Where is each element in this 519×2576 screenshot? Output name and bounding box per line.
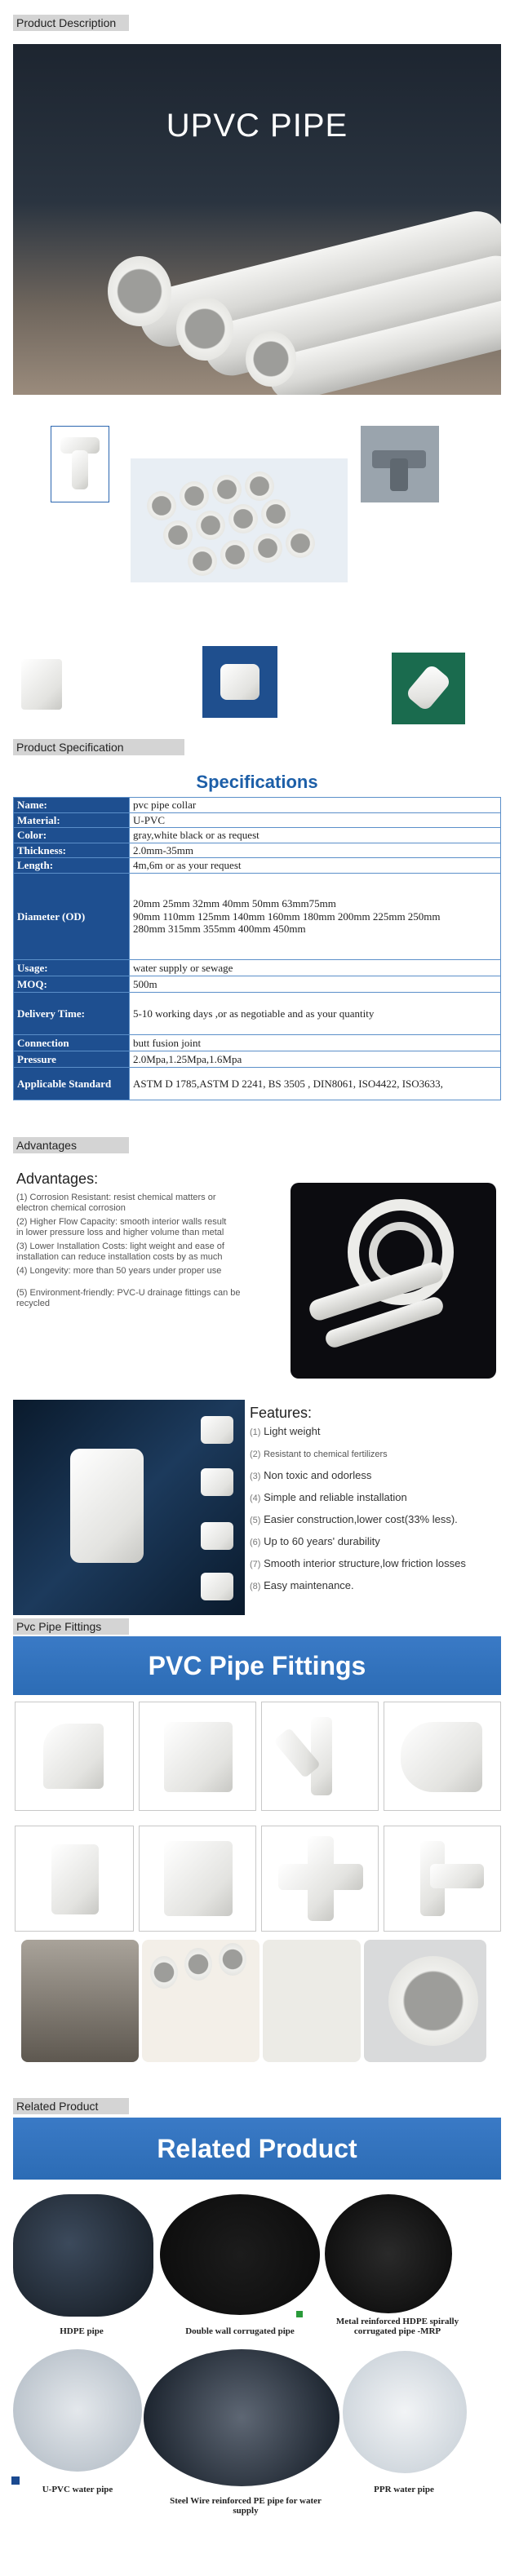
- spec-table: [13, 797, 501, 1100]
- white-pipe-ends-image: [142, 1940, 260, 2062]
- spec-key: Delivery Time:: [14, 992, 130, 1034]
- spec-row: [14, 798, 501, 813]
- feature-item: (1) Light weight: [250, 1425, 321, 1437]
- advantage-item: (4) Longevity: more than 50 years under proper use: [16, 1266, 222, 1276]
- feature-item: (6) Up to 60 years' durability: [250, 1535, 380, 1547]
- fitting-male-adapter-image: [139, 1702, 256, 1811]
- pipe-end: [176, 297, 233, 361]
- section-tab-advantages: Advantages: [13, 1137, 129, 1153]
- spec-key: Usage:: [14, 959, 130, 976]
- feature-item: (2) Resistant to chemical fertilizers: [250, 1450, 388, 1459]
- double-wall-pipe-image: [160, 2194, 320, 2315]
- spec-row: [14, 1051, 501, 1067]
- spec-value: gray,white black or as request: [130, 828, 501, 843]
- spec-key: Name:: [14, 798, 130, 813]
- features-title: Features:: [250, 1405, 313, 1421]
- decor-square: [11, 2476, 20, 2485]
- spec-value: 500m: [130, 976, 501, 992]
- spec-key: Color:: [14, 828, 130, 843]
- spec-value: 5-10 working days ,or as negotiable and as your quantity: [130, 992, 501, 1034]
- spec-key: Material:: [14, 812, 130, 828]
- spec-row: [14, 992, 501, 1034]
- spec-row: [14, 873, 501, 959]
- decor-square: [296, 2311, 303, 2317]
- spec-value: ASTM D 1785,ASTM D 2241, BS 3505 , DIN8061, ISO4422, ISO3633,: [130, 1067, 501, 1100]
- spec-value: 20mm 25mm 32mm 40mm 50mm 63mm75mm 90mm 110mm 125mm 140mm 160mm 180mm 200mm 225mm 250mm 280mm 315mm 355mm 400mm 450mm: [130, 873, 501, 959]
- fittings-splash-image: [13, 1400, 245, 1615]
- spec-key: Length:: [14, 858, 130, 874]
- spec-value: 2.0mm-35mm: [130, 843, 501, 858]
- feature-item: (8) Easy maintenance.: [250, 1579, 354, 1591]
- advantage-item: (2) Higher Flow Capacity: smooth interior walls result in lower pressure loss and higher volume than metal: [16, 1217, 227, 1237]
- advantages-title: Advantages:: [16, 1171, 99, 1187]
- feature-item: (7) Smooth interior structure,low friction losses: [250, 1557, 466, 1569]
- spec-row: [14, 959, 501, 976]
- spec-row: [14, 828, 501, 843]
- fitting-end-cap-image: [384, 1702, 501, 1811]
- fitting-reducer-image: [15, 1826, 134, 1932]
- adapter-image: [202, 646, 277, 718]
- spec-key: Connection: [14, 1034, 130, 1051]
- related-banner: Related Product: [13, 2118, 501, 2180]
- tee-fitting-image: [51, 426, 109, 502]
- section-tab-fittings: Pvc Pipe Fittings: [13, 1618, 129, 1635]
- spec-value: pvc pipe collar: [130, 798, 501, 813]
- feature-item: (3) Non toxic and odorless: [250, 1469, 372, 1481]
- spec-value: U-PVC: [130, 812, 501, 828]
- caption-steel-wire-pipe: Steel Wire reinforced PE pipe for water supply: [170, 2496, 322, 2516]
- spec-key: MOQ:: [14, 976, 130, 992]
- steel-wire-pe-pipe-image: [144, 2349, 339, 2486]
- hero-image: [13, 44, 501, 395]
- long-pipes-image: [263, 1940, 361, 2062]
- spec-row: [14, 812, 501, 828]
- fittings-banner: PVC Pipe Fittings: [13, 1636, 501, 1695]
- pipe-end: [108, 256, 171, 326]
- spec-row: [14, 1034, 501, 1051]
- upvc-water-pipe-image: [13, 2349, 142, 2472]
- hero-title: UPVC PIPE: [166, 108, 348, 144]
- spec-value: 4m,6m or as your request: [130, 858, 501, 874]
- spec-value: water supply or sewage: [130, 959, 501, 976]
- section-tab-related: Related Product: [13, 2098, 129, 2114]
- section-tab-specification: Product Specification: [13, 739, 184, 755]
- spec-key: Pressure: [14, 1051, 130, 1067]
- spec-value: 2.0Mpa,1.25Mpa,1.6Mpa: [130, 1051, 501, 1067]
- corrugated-pipe-image: [21, 1940, 139, 2062]
- feature-item: (5) Easier construction,lower cost(33% less).: [250, 1513, 458, 1525]
- advantage-item: (5) Environment-friendly: PVC-U drainage fittings can be recycled: [16, 1288, 241, 1308]
- spec-value: butt fusion joint: [130, 1034, 501, 1051]
- fitting-tee-image: [384, 1826, 501, 1932]
- features-list: [250, 1426, 511, 1602]
- fitting-wye-image: [261, 1702, 379, 1811]
- advantage-item: (1) Corrosion Resistant: resist chemical matters or electron chemical corrosion: [16, 1193, 216, 1213]
- caption-double-wall-pipe: Double wall corrugated pipe: [185, 2326, 295, 2336]
- caption-hdpe-pipe: HDPE pipe: [60, 2326, 104, 2336]
- caption-ppr-water-pipe: PPR water pipe: [374, 2485, 434, 2494]
- caption-upvc-water-pipe: U-PVC water pipe: [42, 2485, 113, 2494]
- pipes-dark-image: [291, 1183, 496, 1379]
- grey-tee-image: [361, 426, 439, 502]
- hdpe-pipe-image: [13, 2194, 153, 2317]
- spec-key: Diameter (OD): [14, 873, 130, 959]
- spec-key: Applicable Standard: [14, 1067, 130, 1100]
- pipe-bundle-image: [131, 458, 348, 582]
- spec-row: [14, 843, 501, 858]
- large-pipes-image: [364, 1940, 486, 2062]
- fitting-socket-image: [139, 1826, 256, 1932]
- section-tab-description: Product Description: [13, 15, 129, 31]
- caption-mrp-pipe: Metal reinforced HDPE spirally corrugated pipe -MRP: [335, 2317, 459, 2336]
- fitting-cross-image: [261, 1826, 379, 1932]
- spec-row: [14, 1067, 501, 1100]
- spec-heading: Specifications: [196, 772, 318, 792]
- fitting-elbow-image: [15, 1702, 134, 1811]
- advantage-item: (3) Lower Installation Costs: light weight and ease of installation can reduce installation costs by as much: [16, 1242, 224, 1262]
- mrp-pipe-image: [325, 2194, 452, 2313]
- elbow-image: [392, 653, 465, 724]
- spec-row: [14, 976, 501, 992]
- feature-item: (4) Simple and reliable installation: [250, 1491, 407, 1503]
- advantages-list: [16, 1193, 246, 1312]
- spec-key: Thickness:: [14, 843, 130, 858]
- pipe-end: [246, 331, 296, 387]
- spec-row: [14, 858, 501, 874]
- coupling-image: [13, 646, 70, 724]
- ppr-water-pipe-image: [343, 2351, 467, 2473]
